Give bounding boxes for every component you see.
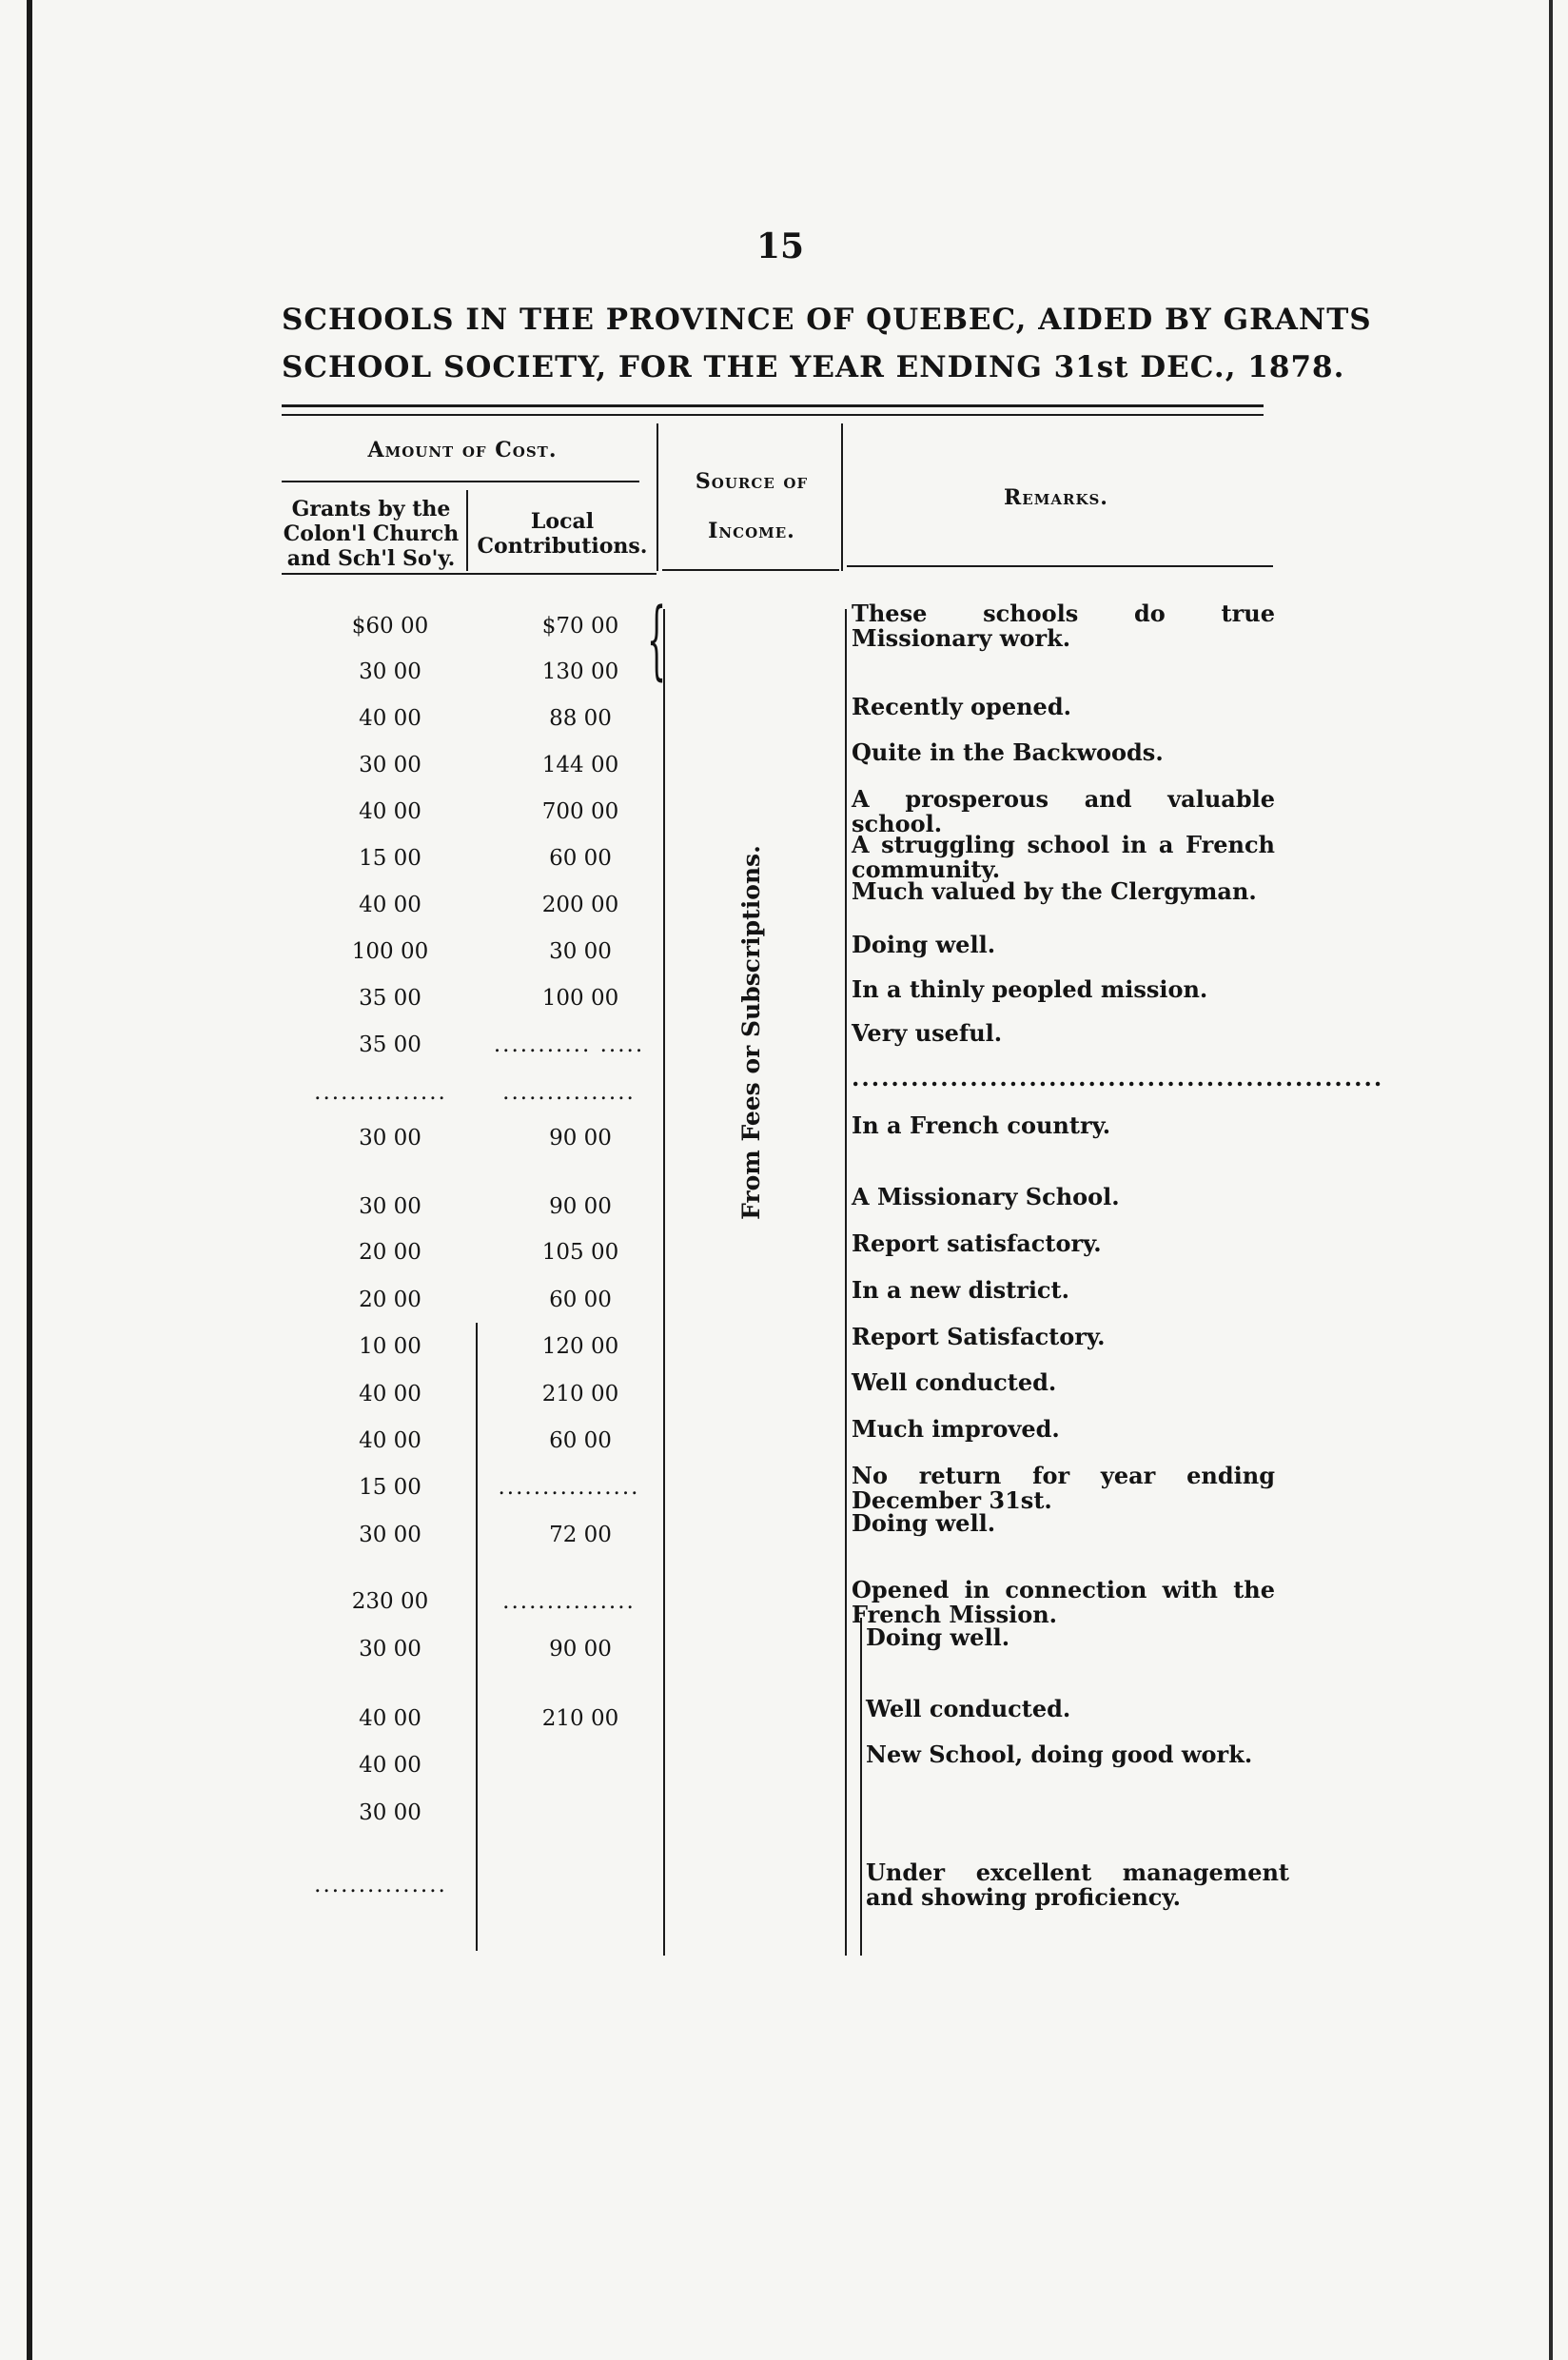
grant-cell: 30 00 — [359, 1126, 421, 1150]
remark-cell: Well conducted. — [866, 1695, 1071, 1722]
local-contribution-cell: $70 00 — [541, 614, 619, 639]
local-contribution-cell: 90 00 — [549, 1194, 612, 1219]
grant-cell: 230 00 — [351, 1589, 429, 1614]
grant-cell: 30 00 — [359, 1194, 421, 1219]
grant-cell: 40 00 — [359, 706, 421, 731]
grant-cell: 100 00 — [351, 939, 429, 964]
grant-cell: 35 00 — [359, 1032, 421, 1057]
remark-cell: In a new district. — [852, 1276, 1069, 1304]
grant-cell: 15 00 — [359, 1475, 421, 1500]
remark-cell: Very useful. — [852, 1019, 1003, 1047]
local-contribution-cell: 200 00 — [541, 893, 619, 917]
page-number: 15 — [755, 226, 805, 266]
local-contribution-cell: 130 00 — [541, 659, 619, 684]
local-contribution-cell: 30 00 — [549, 939, 612, 964]
local-contribution-cell: 90 00 — [549, 1637, 612, 1662]
col-divider-grants-local-body — [476, 1323, 478, 1951]
grant-cell: 20 00 — [359, 1240, 421, 1265]
local-contribution-cell: 72 00 — [549, 1523, 612, 1547]
col-divider-source-remarks — [841, 423, 843, 571]
grant-cell: 40 00 — [359, 799, 421, 824]
remark-cell: A struggling school in a French community. — [852, 831, 1275, 883]
remark-cell: Report Satisfactory. — [852, 1323, 1106, 1350]
local-contribution-cell: 88 00 — [549, 706, 612, 731]
header-remarks: Remarks. — [1004, 485, 1108, 510]
grant-cell: $60 00 — [351, 614, 429, 639]
remark-cell: Doing well. — [852, 1509, 996, 1537]
local-contribution-cell: ........... ..... — [493, 1032, 645, 1057]
remark-cell: New School, doing good work. — [866, 1740, 1253, 1768]
header-bottom-rule-amount — [282, 573, 657, 575]
remark-cell: Much valued by the Clergyman. — [852, 877, 1257, 905]
local-contribution-cell: 60 00 — [549, 846, 612, 871]
local-contribution-cell: ............... — [502, 1589, 636, 1614]
remark-cell: A prosperous and valuable school. — [852, 785, 1275, 837]
top-rule-2 — [282, 414, 1264, 416]
local-contribution-cell: 100 00 — [541, 986, 619, 1011]
remark-cell: Opened in connection with the French Mission. — [852, 1576, 1275, 1628]
grant-cell: 40 00 — [359, 893, 421, 917]
remark-cell: Doing well. — [852, 931, 996, 958]
remark-cell: ...................................................... — [852, 1064, 1384, 1092]
header-grants: Grants by the Colon'l Church and Sch'l So'y. — [283, 497, 460, 571]
header-bottom-rule-source — [662, 569, 839, 571]
col-divider-local-source — [657, 423, 658, 571]
col-divider-remarks-lower — [860, 1618, 862, 1956]
grant-cell: 40 00 — [359, 1428, 421, 1453]
remark-cell: No return for year ending December 31st. — [852, 1462, 1275, 1514]
remark-cell: Doing well. — [866, 1623, 1010, 1651]
title-line-1: SCHOOLS IN THE PROVINCE OF QUEBEC, AIDED BY GRANTS — [282, 303, 1372, 337]
grant-cell: 30 00 — [359, 1523, 421, 1547]
local-contribution-cell: 210 00 — [541, 1706, 619, 1731]
source-vertical-text: From Fees or Subscriptions. — [737, 845, 765, 1220]
header-bottom-rule-remarks — [847, 565, 1273, 567]
remark-cell: Under excellent management and showing proficiency. — [866, 1858, 1289, 1911]
local-contribution-cell: 700 00 — [541, 799, 619, 824]
grant-cell: 40 00 — [359, 1382, 421, 1406]
remark-cell: Recently opened. — [852, 693, 1071, 720]
local-contribution-cell: 210 00 — [541, 1382, 619, 1406]
local-contribution-cell: ............... — [502, 1080, 636, 1105]
local-contribution-cell: 90 00 — [549, 1126, 612, 1150]
title-line-2: SCHOOL SOCIETY, FOR THE YEAR ENDING 31st DEC., 1878. — [282, 350, 1345, 384]
top-rule-1 — [282, 404, 1264, 407]
grant-cell: 30 00 — [359, 753, 421, 777]
grant-cell: 10 00 — [359, 1334, 421, 1359]
grant-cell: 30 00 — [359, 659, 421, 684]
remark-cell: These schools do true Missionary work. — [852, 600, 1275, 652]
local-contribution-cell: 144 00 — [541, 753, 619, 777]
local-contribution-cell: 60 00 — [549, 1288, 612, 1312]
brace: { — [647, 590, 667, 690]
header-source-of-income: Source of Income. — [695, 469, 809, 543]
local-contribution-cell: 105 00 — [541, 1240, 619, 1265]
amount-subrule — [282, 481, 639, 482]
remark-cell: Report satisfactory. — [852, 1229, 1102, 1257]
remark-cell: Well conducted. — [852, 1368, 1057, 1396]
header-amount-of-cost: Amount of Cost. — [367, 438, 558, 462]
grant-cell: ............... — [314, 1080, 447, 1105]
remark-cell: Much improved. — [852, 1415, 1060, 1443]
grant-cell: ............... — [314, 1873, 447, 1898]
local-contribution-cell: ................ — [498, 1475, 640, 1500]
remark-cell: A Missionary School. — [852, 1183, 1120, 1210]
grant-cell: 40 00 — [359, 1706, 421, 1731]
grant-cell: 35 00 — [359, 986, 421, 1011]
grant-cell: 40 00 — [359, 1753, 421, 1778]
local-contribution-cell: 60 00 — [549, 1428, 612, 1453]
remark-cell: Quite in the Backwoods. — [852, 738, 1164, 766]
col-divider-grants-local — [466, 490, 468, 571]
grant-cell: 30 00 — [359, 1800, 421, 1825]
grant-cell: 20 00 — [359, 1288, 421, 1312]
col-divider-local-source-body — [663, 609, 665, 1956]
remark-cell: In a French country. — [852, 1111, 1111, 1139]
grant-cell: 30 00 — [359, 1637, 421, 1662]
local-contribution-cell: 120 00 — [541, 1334, 619, 1359]
header-local: Local Contributions. — [477, 509, 648, 559]
remark-cell: In a thinly peopled mission. — [852, 975, 1208, 1003]
grant-cell: 15 00 — [359, 846, 421, 871]
col-divider-source-remarks-body — [845, 609, 847, 1956]
